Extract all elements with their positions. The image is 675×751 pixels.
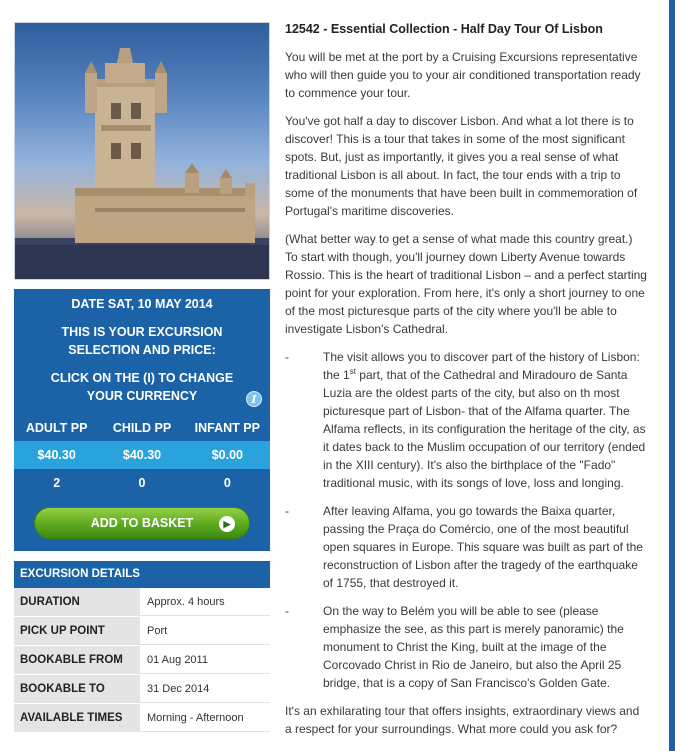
bullet-dash: - bbox=[285, 604, 289, 618]
detail-row-duration bbox=[14, 588, 270, 617]
detail-label: BOOKABLE TO bbox=[14, 675, 140, 703]
bullet-superscript: st bbox=[349, 367, 356, 376]
bullet-text-end: part, that of the Cathedral and Miradouro de Santa Luzia are the oldest parts of the city, but also on th most picturesque part of Lisbon- that of the Alfama quarter. The Alfama reflects, in its configuration the heritage of the city, as it dates back to the Muslim occupation of our territory (ended in the XIII century). It's also the birthplace of the "Fado" traditional music, with its songs of love, loss and longing. bbox=[323, 368, 646, 490]
bullet-text: After leaving Alfama, you go towards the Baixa quarter, passing the Praça do Comércio, one of the most beautiful open squares in Europe. This square was built as part of the reconstruction of Lisbon after the tragedy of the earthquake of 1755, that destroyed it. bbox=[323, 504, 643, 590]
price-adult: $40.30 bbox=[14, 441, 99, 469]
paragraph-intro: You will be met at the port by a Cruising Excursions representative who will then guide you to your air conditioned transportation ready to commence your tour. bbox=[285, 50, 641, 100]
detail-value: Morning - Afternoon bbox=[140, 704, 270, 732]
paragraph-overview: You've got half a day to discover Lisbon. And what a lot there is to discover! This is a tour that takes in some of the most significant spots. But, just as importantly, it gives you a real sense of what traditional Lisbon is all about. In fact, the tour ends with a trip to some of the monuments that have been built in commemoration of Portugal's maritime discoveries. bbox=[285, 114, 638, 218]
price-infant: $0.00 bbox=[185, 441, 270, 469]
detail-label: DURATION bbox=[14, 588, 140, 616]
paragraph-route: (What better way to get a sense of what made this country great.) To start with though, you'll journey down Liberty Avenue towards Rossio. This is the heart of traditional Lisbon – and a perfect starting point for your exploration. From here, it's only a short journey to one of the most picturesque parts of the city where you'll be able to investigate Lisbon's Cathedral. bbox=[285, 232, 647, 336]
paragraph-closing: It's an exhilarating tour that offers insights, extraordinary views and a respect for your surroundings. What more could you ask for? bbox=[285, 704, 640, 736]
price-table bbox=[14, 415, 270, 497]
detail-row-pickup bbox=[14, 617, 270, 646]
chevron-right-icon: ▶ bbox=[219, 516, 235, 532]
bullet-dash: - bbox=[285, 350, 289, 364]
quantity-infant[interactable]: 0 bbox=[223, 476, 231, 490]
price-row bbox=[14, 441, 270, 469]
bullet-text bbox=[323, 348, 647, 492]
quantity-row bbox=[14, 469, 270, 497]
currency-note-text: CLICK ON THE (I) TO CHANGE YOUR CURRENCY bbox=[50, 371, 234, 403]
excursion-date: DATE SAT, 10 MAY 2014 bbox=[71, 297, 213, 311]
price-table-header bbox=[14, 415, 270, 441]
bullet-belem bbox=[285, 602, 647, 692]
info-icon[interactable]: I bbox=[246, 391, 262, 407]
belem-tower-illustration bbox=[15, 23, 270, 280]
excursion-details bbox=[14, 561, 270, 733]
detail-value: 31 Dec 2014 bbox=[140, 675, 270, 703]
bullet-dash: - bbox=[285, 504, 289, 518]
detail-row-bookable-to bbox=[14, 675, 270, 704]
column-adult: ADULT PP bbox=[25, 421, 88, 435]
price-child: $40.30 bbox=[99, 441, 184, 469]
page-title: 12542 - Essential Collection - Half Day Tour Of Lisbon bbox=[285, 22, 603, 36]
detail-row-times bbox=[14, 704, 270, 733]
tour-description bbox=[285, 20, 647, 748]
detail-value: Approx. 4 hours bbox=[140, 588, 270, 616]
quantity-child[interactable]: 0 bbox=[138, 476, 146, 490]
basket-wrap bbox=[14, 497, 270, 551]
quantity-adult[interactable]: 2 bbox=[53, 476, 61, 490]
left-column bbox=[14, 22, 270, 733]
add-to-basket-label: ADD TO BASKET bbox=[90, 516, 194, 530]
column-infant: INFANT PP bbox=[194, 421, 260, 435]
detail-label: PICK UP POINT bbox=[14, 617, 140, 645]
detail-label: AVAILABLE TIMES bbox=[14, 704, 140, 732]
bullet-text: On the way to Belém you will be able to see (please emphasize the see, as this part is merely panoramic) the monument to Christ the King, built at the image of the Corcovado Christ in Rio de Janeiro, but also the April 25 bridge, that is a copy of San Francisco's Golden Gate. bbox=[323, 604, 624, 690]
right-edge-bar bbox=[669, 0, 675, 751]
currency-note bbox=[14, 369, 270, 405]
detail-value: 01 Aug 2011 bbox=[140, 646, 270, 674]
detail-label: BOOKABLE FROM bbox=[14, 646, 140, 674]
selection-heading: THIS IS YOUR EXCURSION SELECTION AND PRICE: bbox=[61, 325, 223, 357]
column-child: CHILD PP bbox=[112, 421, 172, 435]
excursion-details-header: EXCURSION DETAILS bbox=[14, 561, 270, 588]
add-to-basket-button[interactable] bbox=[34, 507, 250, 539]
detail-value: Port bbox=[140, 617, 270, 645]
bullet-alfama bbox=[285, 348, 647, 492]
bullet-baixa bbox=[285, 502, 647, 592]
detail-row-bookable-from bbox=[14, 646, 270, 675]
tour-photo bbox=[14, 22, 270, 280]
price-box bbox=[14, 289, 270, 551]
bullet-text-start: The visit allows you to discover part of the history of Lisbon: the 1 bbox=[323, 350, 640, 382]
